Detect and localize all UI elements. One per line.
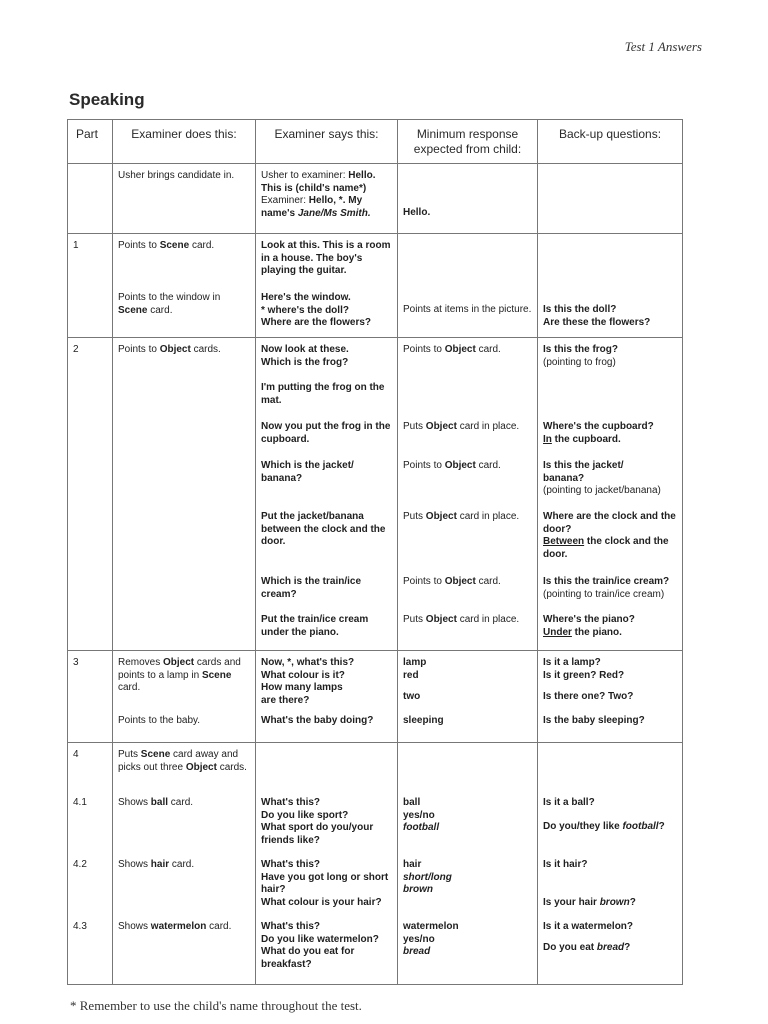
- cell-part: [68, 651, 113, 743]
- cell-min: [398, 651, 538, 743]
- p2-e-backup-end: the clock and the door.: [543, 536, 669, 560]
- header-backup-questions: Back-up questions:: [538, 120, 683, 164]
- p4-2-does: Shows: [118, 859, 151, 870]
- p4-1-backup-2: Do you/they like: [543, 821, 623, 832]
- p3-a-does-bold-1: Object: [163, 657, 195, 668]
- p2-g-backup-underlined: Under: [543, 626, 572, 638]
- intro-says-3: Examiner:: [261, 195, 309, 206]
- p4-3-backup-2: Do you eat: [543, 942, 597, 953]
- cell-does: [113, 234, 256, 338]
- p1-a-does: Points to: [118, 240, 160, 251]
- p4-3-backup-q: ?: [624, 942, 631, 953]
- cell-part: [68, 164, 113, 234]
- p3-a-does-end: card.: [118, 682, 141, 693]
- p2-d-says: Which is the jacket/ banana?: [261, 460, 354, 484]
- p4-1-min: ball yes/no: [403, 797, 435, 821]
- intro-says-2: This is (child's name*): [261, 182, 367, 194]
- p2-c-says: Now you put the frog in the cupboard.: [261, 421, 391, 445]
- p4-does-bold-2: Object: [185, 761, 217, 773]
- p2-c-backup: Where's the cupboard?: [543, 421, 654, 432]
- cell-does: [113, 338, 256, 651]
- p2-e-backup-underlined: Between: [543, 536, 585, 547]
- cell-says: [256, 164, 398, 234]
- p1-a-does-end: card.: [189, 240, 215, 251]
- part-1-number: 1: [73, 240, 79, 251]
- p2-g-backup: Where's the piano?: [543, 614, 635, 625]
- p4-does-end: cards.: [216, 761, 247, 773]
- p3-b-backup: Is the baby sleeping?: [543, 715, 645, 726]
- p4-2-does-bold: hair: [150, 859, 170, 870]
- part-4-1-number: 4.1: [73, 797, 87, 808]
- p2-f-backup-note: (pointing to train/ice cream): [543, 588, 665, 600]
- speaking-table: [67, 119, 683, 985]
- p2-g-backup-end: the piano.: [571, 626, 622, 638]
- header-examiner-says: Examiner says this:: [256, 120, 398, 164]
- part-3-number: 3: [73, 657, 79, 668]
- p2-c-backup-underlined: In: [543, 433, 552, 445]
- p2-does-bold: Object: [159, 344, 191, 355]
- p2-c-min-bold: Object: [425, 421, 457, 432]
- p2-e-min-bold: Object: [425, 511, 457, 522]
- footnote: * Remember to use the child's name throughout the test.: [70, 998, 362, 1013]
- p2-c-min: Puts: [403, 421, 426, 432]
- p2-d-min-end: card.: [475, 460, 501, 471]
- p2-f-says: Which is the train/ice cream?: [261, 576, 362, 600]
- p4-3-backup-italic: bread: [596, 942, 625, 953]
- p4-1-backup-q: ?: [658, 821, 665, 832]
- p3-a-min: lamp red: [403, 657, 427, 681]
- cell-min: [398, 164, 538, 234]
- p2-e-min: Puts: [403, 511, 426, 522]
- p2-a-min-bold: Object: [444, 344, 476, 355]
- intro-says-1: Usher to examiner:: [261, 170, 349, 181]
- p1-b-backup: Is this the doll? Are these the flowers?: [543, 304, 651, 328]
- p1-a-says: Look at this. This is a room in a house. The boy's playing the guitar.: [261, 240, 391, 276]
- p4-does-mid: card away and picks out three: [118, 749, 239, 773]
- p4-3-min-italic: bread: [403, 946, 431, 957]
- p3-b-says: What's the baby doing?: [261, 715, 374, 726]
- p3-b-does: Points to the baby.: [118, 715, 201, 726]
- p4-2-backup: Is it hair?: [543, 859, 588, 870]
- p4-2-says: What's this? Have you got long or short hair? What colour is your hair?: [261, 859, 389, 908]
- p2-f-backup: Is this the train/ice cream?: [543, 576, 670, 587]
- p2-f-min-bold: Object: [444, 576, 476, 587]
- p3-a-backup: Is it a lamp? Is it green? Red?: [543, 657, 625, 681]
- p4-3-backup: Is it a watermelon?: [543, 921, 634, 932]
- p3-b-min: sleeping: [403, 715, 444, 726]
- table-row-part-1: [68, 234, 683, 338]
- header-minimum-response: Minimum response expected from child:: [398, 120, 538, 164]
- p1-b-does-end: card.: [147, 304, 173, 316]
- header-examiner-does: Examiner does this:: [113, 120, 256, 164]
- cell-backup: [538, 338, 683, 651]
- cell-says: [256, 651, 398, 743]
- p4-2-backup-italic: brown: [599, 897, 630, 908]
- p3-a-says: Now, *, what's this? What colour is it? How many lamps are there?: [261, 657, 355, 706]
- p4-3-min: watermelon yes/no: [403, 921, 459, 945]
- p4-does-bold-1: Scene: [140, 749, 171, 760]
- p4-2-backup-2: Is your hair: [543, 897, 600, 908]
- intro-says-name: Jane/Ms Smith.: [297, 207, 371, 219]
- p1-b-min: Points at items in the picture.: [403, 304, 532, 315]
- cell-does: [113, 651, 256, 743]
- table-row-intro: [68, 164, 683, 234]
- p2-e-says: Put the jacket/banana between the clock and the door.: [261, 511, 386, 547]
- cell-says: [256, 338, 398, 651]
- p4-2-backup-q: ?: [629, 897, 636, 908]
- p4-3-does-bold: watermelon: [150, 921, 207, 932]
- part-4-number: 4: [73, 749, 79, 760]
- p4-3-does-end: card.: [206, 921, 232, 932]
- p4-1-does: Shows: [118, 797, 151, 808]
- p2-d-backup-note: (pointing to jacket/banana): [543, 485, 661, 496]
- part-4-3-number: 4.3: [73, 921, 87, 932]
- p4-1-says: What's this? Do you like sport? What sport do you/your friends like?: [261, 797, 374, 846]
- p4-1-does-bold: ball: [150, 797, 169, 808]
- intro-min: Hello.: [403, 207, 431, 218]
- p2-g-says: Put the train/ice cream under the piano.: [261, 614, 369, 638]
- p4-1-backup-italic: football: [622, 821, 659, 832]
- cell-min: [398, 234, 538, 338]
- p2-e-backup: Where are the clock and the door?: [543, 511, 676, 535]
- cell-does: [113, 164, 256, 234]
- cell-part: [68, 338, 113, 651]
- p2-a-min: Points to: [403, 344, 445, 355]
- p2-d-min: Points to: [403, 460, 445, 471]
- p4-3-says: What's this? Do you like watermelon? What do you eat for breakfast?: [261, 921, 379, 970]
- p4-2-does-end: card.: [169, 859, 195, 870]
- table-row-part-3: [68, 651, 683, 743]
- cell-part: [68, 743, 113, 985]
- intro-does: Usher brings candidate in.: [118, 170, 235, 181]
- p3-a-does: Removes: [118, 657, 164, 668]
- page-header-title: Test 1 Answers: [624, 39, 702, 54]
- p2-c-min-end: card in place.: [456, 421, 520, 432]
- p2-e-min-end: card in place.: [456, 511, 520, 522]
- p3-a-does-mid: cards and points to a lamp in: [118, 657, 241, 681]
- cell-backup: [538, 164, 683, 234]
- table-row-part-4: [68, 743, 683, 985]
- p2-f-min: Points to: [403, 576, 445, 587]
- p2-g-min-bold: Object: [425, 614, 457, 625]
- intro-says-4: Hello, *. My name's: [261, 195, 363, 219]
- p2-g-min: Puts: [403, 614, 426, 625]
- cell-does: [113, 743, 256, 985]
- cell-says: [256, 234, 398, 338]
- p4-3-does: Shows: [118, 921, 151, 932]
- cell-backup: [538, 651, 683, 743]
- p4-does: Puts: [118, 749, 141, 760]
- p4-2-min-italic: short/long brown: [403, 871, 452, 895]
- part-2-number: 2: [73, 344, 79, 355]
- cell-backup: [538, 743, 683, 985]
- p4-1-does-end: card.: [168, 797, 194, 808]
- cell-part: [68, 234, 113, 338]
- p1-b-does: Points to the window in: [118, 292, 221, 303]
- p3-a-does-bold-2: Scene: [201, 669, 232, 681]
- p2-a-backup: Is this the frog?: [543, 344, 618, 355]
- p1-a-does-bold: Scene: [159, 240, 190, 251]
- p2-b-says: I'm putting the frog on the mat.: [261, 382, 385, 406]
- p2-d-backup: Is this the jacket/ banana?: [543, 460, 624, 484]
- header-part: Part: [68, 120, 113, 164]
- p2-g-min-end: card in place.: [456, 614, 520, 625]
- p2-d-min-bold: Object: [444, 460, 476, 471]
- p1-b-says: Here's the window. * where's the doll? Where are the flowers?: [261, 292, 372, 328]
- part-4-2-number: 4.2: [73, 859, 87, 870]
- p2-a-backup-note: (pointing to frog): [543, 356, 616, 368]
- section-title: Speaking: [69, 90, 145, 109]
- p2-does: Points to: [118, 344, 160, 355]
- cell-min: [398, 743, 538, 985]
- table-row-part-2: [68, 338, 683, 651]
- p1-b-does-bold: Scene: [118, 304, 148, 316]
- p2-a-min-end: card.: [475, 344, 501, 355]
- cell-says: [256, 743, 398, 985]
- p4-1-min-italic: football: [403, 822, 440, 833]
- p4-2-min: hair: [403, 859, 422, 870]
- p2-does-end: cards.: [190, 344, 221, 355]
- cell-min: [398, 338, 538, 651]
- table-header-row: [68, 120, 683, 164]
- p2-a-says: Now look at these. Which is the frog?: [261, 344, 349, 368]
- intro-says-hello: Hello.: [348, 170, 376, 181]
- p2-c-backup-end: the cupboard.: [551, 433, 621, 445]
- cell-backup: [538, 234, 683, 338]
- p4-1-backup: Is it a ball?: [543, 797, 595, 808]
- p2-f-min-end: card.: [475, 576, 501, 587]
- p3-a-min-2: two: [403, 691, 421, 702]
- p3-a-backup-2: Is there one? Two?: [543, 691, 634, 702]
